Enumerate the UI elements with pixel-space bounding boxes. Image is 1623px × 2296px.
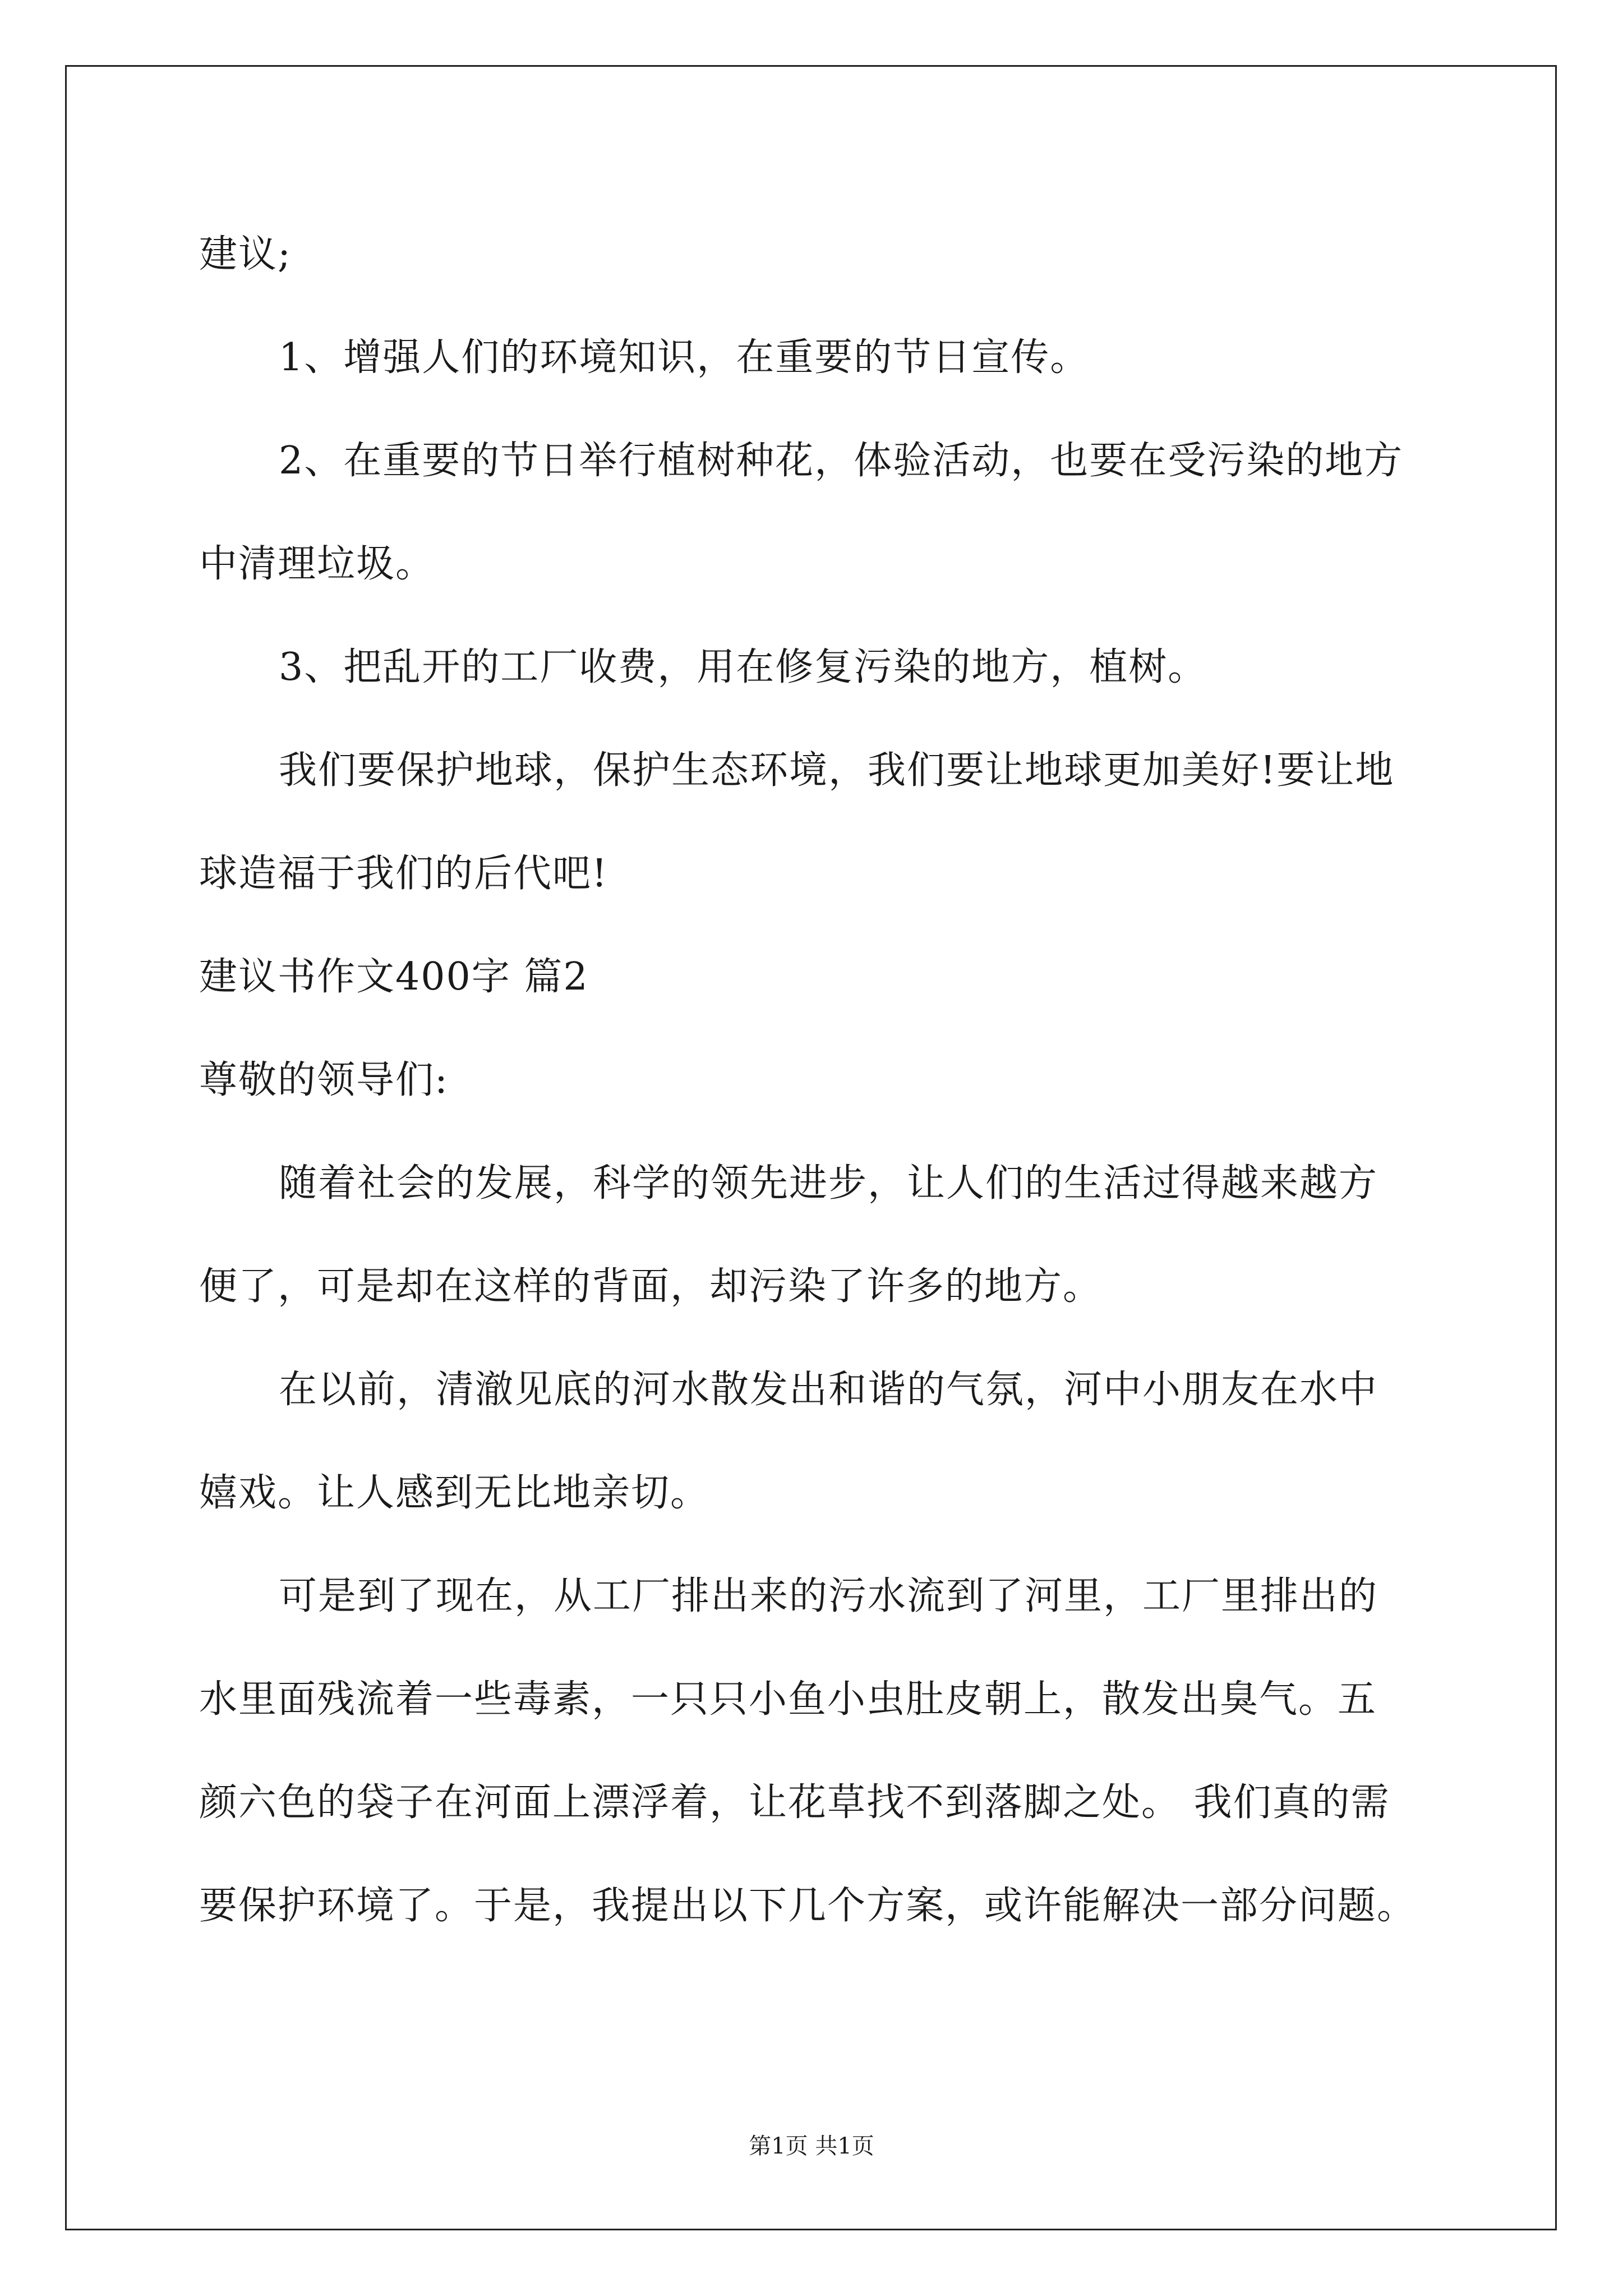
list-item-3: 3、把乱开的工厂收费，用在修复污染的地方，植树。 xyxy=(279,645,1207,689)
paragraph-line: 便了，可是却在这样的背面，却污染了许多的地方。 xyxy=(199,1264,1103,1309)
list-item-2: 2、在重要的节日举行植树种花，体验活动，也要在受污染的地方 xyxy=(279,439,1404,483)
paragraph-line: 球造福于我们的后代吧! xyxy=(199,852,608,896)
paragraph-line: 要保护环境了。于是，我提出以下几个方案，或许能解决一部分问题。 xyxy=(199,1884,1417,1928)
paragraph-line: 随着社会的发展，科学的领先进步，让人们的生活过得越来越方 xyxy=(279,1161,1378,1205)
list-item-1: 1、增强人们的环境知识，在重要的节日宣传。 xyxy=(279,335,1090,380)
paragraph-line: 我们要保护地球，保护生态环境，我们要让地球更加美好!要让地 xyxy=(279,748,1395,793)
paragraph-line: 颜六色的袋子在河面上漂浮着，让花草找不到落脚之处。 我们真的需 xyxy=(199,1780,1390,1825)
text-line: 中清理垃圾。 xyxy=(199,542,435,586)
paragraph-line: 可是到了现在，从工厂排出来的污水流到了河里，工厂里排出的 xyxy=(279,1574,1378,1618)
paragraph-line: 嬉戏。让人感到无比地亲切。 xyxy=(199,1471,710,1515)
text-line: 建议; xyxy=(199,232,292,277)
page-number: 第1页 共1页 xyxy=(749,2133,874,2159)
section-heading: 建议书作文400字 篇2 xyxy=(199,955,589,999)
salutation: 尊敬的领导们: xyxy=(199,1058,449,1102)
paragraph-line: 在以前，清澈见底的河水散发出和谐的气氛，河中小朋友在水中 xyxy=(279,1368,1378,1412)
paragraph-line: 水里面残流着一些毒素，一只只小鱼小虫肚皮朝上，散发出臭气。五 xyxy=(199,1677,1377,1722)
